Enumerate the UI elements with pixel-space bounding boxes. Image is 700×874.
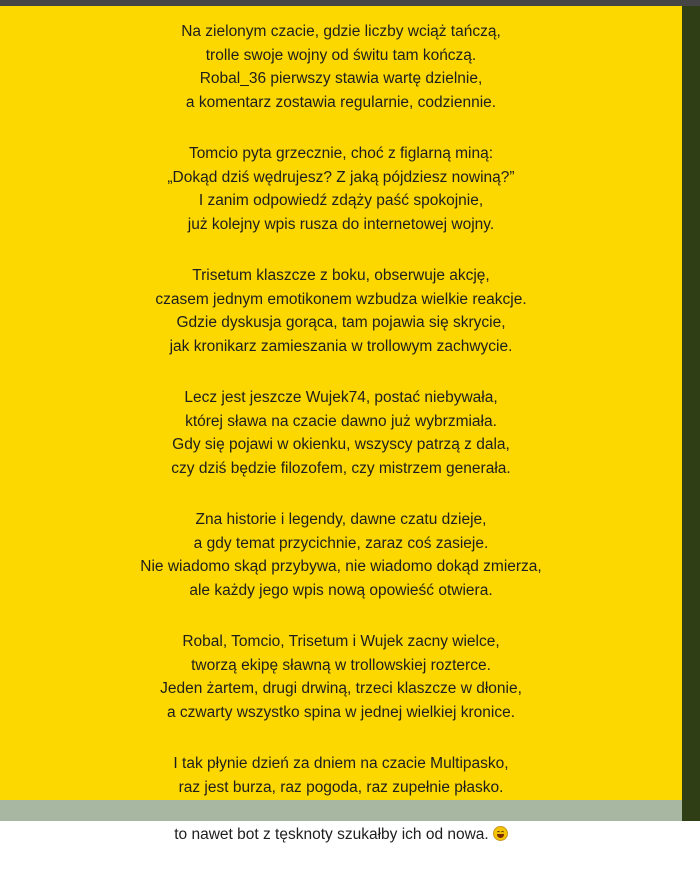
poem-line: już kolejny wpis rusza do internetowej wojny.	[187, 215, 495, 233]
right-side-panel	[682, 6, 700, 821]
poem-line: to nawet bot z tęsknoty szukałby ich od nowa.	[174, 825, 489, 843]
poem-line: Jeden żartem, drugi drwiną, trzeci klaszcze w dłonie,	[160, 680, 522, 697]
chat-message-bubble	[0, 6, 682, 843]
poem-text	[0, 20, 682, 874]
poem-line: Robal_36 pierwszy stawia wartę dzielnie,	[199, 70, 483, 87]
poem-line: Zna historie i legendy, dawne czatu dzieje,	[195, 511, 487, 528]
poem-line: jak kronikarz zamieszania w trollowym zachwycie.	[169, 337, 513, 355]
poem-stanza	[0, 142, 682, 236]
bottom-strip	[0, 800, 682, 821]
poem-line: Tomcio pyta grzecznie, choć z figlarną miną:	[188, 145, 494, 162]
poem-line: a czwarty wszystko spina w jednej wielkiej kronice.	[166, 703, 516, 721]
poem-line: a komentarz zostawia regularnie, codziennie.	[185, 93, 497, 111]
poem-line: Lecz jest jeszcze Wujek74, postać niebywała,	[184, 389, 498, 406]
poem-line: której sława na czacie dawno już wybrzmiała.	[185, 412, 497, 430]
poem-line: czasem jednym emotikonem wzbudza wielkie reakcje.	[155, 290, 527, 308]
poem-line: Robal, Tomcio, Trisetum i Wujek zacny wielce,	[182, 633, 500, 650]
poem-stanza	[0, 264, 682, 358]
poem-line: I zanim odpowiedź zdąży paść spokojnie,	[198, 192, 484, 209]
poem-stanza	[0, 752, 682, 846]
poem-line: Gdy się pojawi w okienku, wszyscy patrzą z dala,	[172, 436, 510, 453]
poem-line: trolle swoje wojny od świtu tam kończą.	[205, 46, 477, 64]
poem-stanza	[0, 386, 682, 480]
poem-line-with-emoji	[0, 823, 682, 847]
poem-stanza	[0, 508, 682, 602]
poem-line: „Dokąd dziś wędrujesz? Z jaką pójdziesz nowiną?”	[167, 168, 515, 186]
poem-line: Nie wiadomo skąd przybywa, nie wiadomo dokąd zmierza,	[140, 558, 542, 575]
grinning-face-icon	[493, 826, 508, 841]
poem-stanza	[0, 20, 682, 114]
poem-line: Trisetum klaszcze z boku, obserwuje akcję,	[192, 267, 490, 284]
poem-line: a gdy temat przycichnie, zaraz coś zasieje.	[193, 534, 489, 552]
poem-stanza	[0, 630, 682, 724]
poem-line: czy dziś będzie filozofem, czy mistrzem generała.	[171, 459, 511, 477]
poem-line: Na zielonym czacie, gdzie liczby wciąż tańczą,	[181, 23, 501, 40]
poem-line: ale każdy jego wpis nową opowieść otwiera.	[189, 581, 493, 599]
poem-line: I tak płynie dzień za dniem na czacie Multipasko,	[173, 755, 509, 772]
poem-line: tworzą ekipę sławną w trollowskiej rozterce.	[191, 656, 491, 674]
poem-line: Gdzie dyskusja gorąca, tam pojawia się skrycie,	[176, 314, 506, 331]
poem-line: raz jest burza, raz pogoda, raz zupełnie płasko.	[178, 778, 504, 796]
